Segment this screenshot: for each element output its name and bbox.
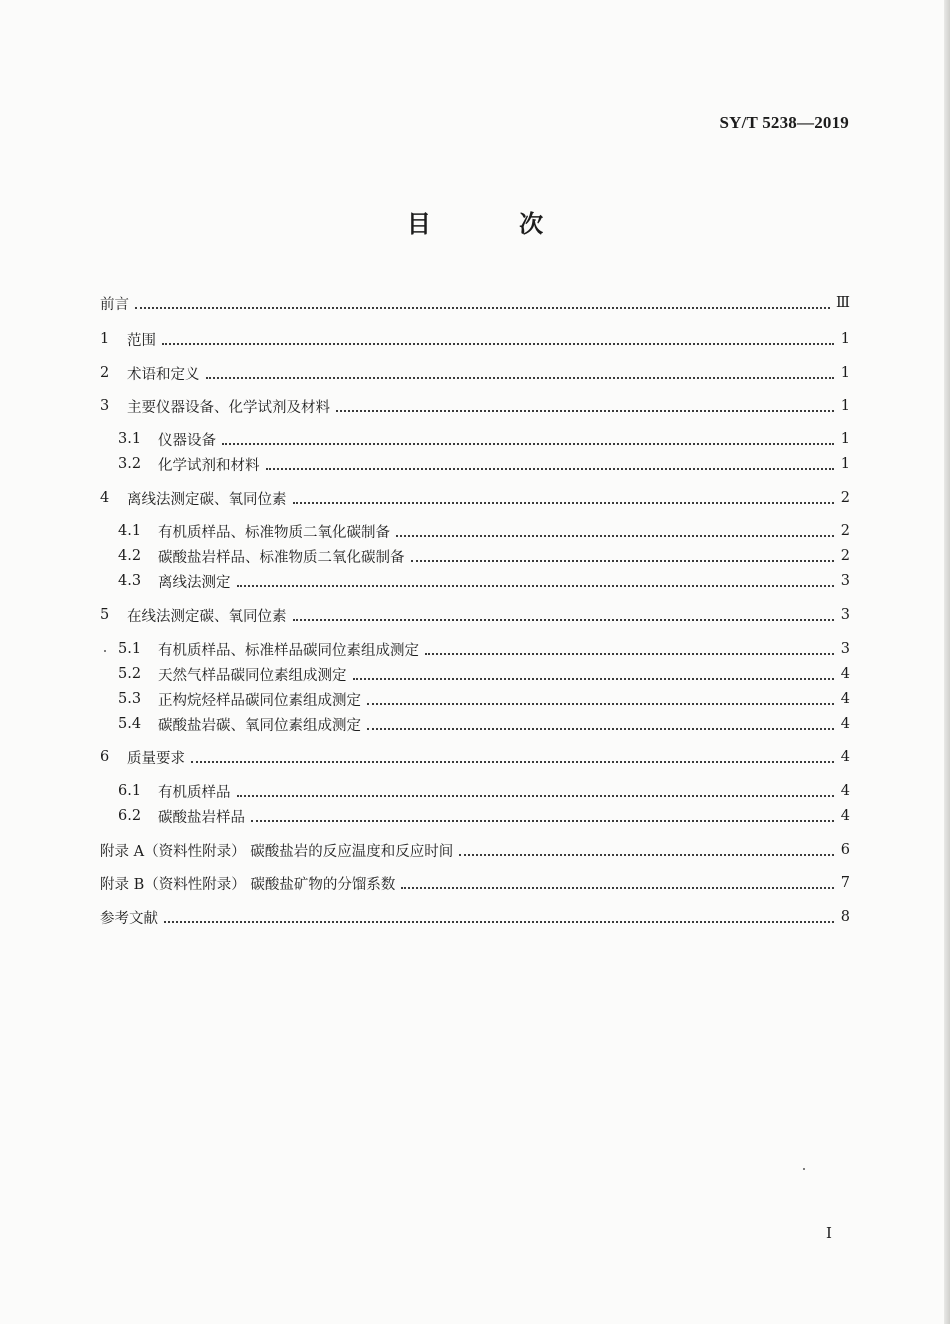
toc-number: 3 xyxy=(100,398,110,414)
toc-number: 5 xyxy=(100,607,110,623)
toc-entry-appendix-b[interactable] xyxy=(100,872,850,894)
toc-label: 正构烷烃样品碳同位素组成测定 xyxy=(158,692,361,709)
dot-leader xyxy=(401,887,834,889)
toc-page: 1 xyxy=(840,331,850,347)
toc-page: 7 xyxy=(840,875,850,891)
toc-label: 主要仪器设备、化学试剂及材料 xyxy=(127,399,330,416)
scan-speck xyxy=(104,650,106,652)
toc-number: 4 xyxy=(100,490,110,506)
toc-label: 仪器设备 xyxy=(158,432,216,449)
dot-leader xyxy=(164,921,834,923)
dot-leader xyxy=(191,761,834,763)
toc-number: 4.3 xyxy=(118,573,142,589)
toc-label: 化学试剂和材料 xyxy=(158,457,260,474)
toc-number: 3.2 xyxy=(118,456,142,472)
toc-entry-4-2[interactable] xyxy=(118,545,850,567)
dot-leader xyxy=(266,468,835,470)
dot-leader xyxy=(396,535,834,537)
toc-number: 3.1 xyxy=(118,431,142,447)
toc-entry-5-4[interactable] xyxy=(118,713,850,735)
dot-leader xyxy=(336,410,834,412)
toc-page: 4 xyxy=(840,691,850,707)
toc-label: 参考文献 xyxy=(100,910,158,927)
toc-page: 4 xyxy=(840,783,850,799)
standard-code: SY/T 5238—2019 xyxy=(719,113,849,132)
toc-entry-6-1[interactable] xyxy=(118,780,850,802)
toc-page: 1 xyxy=(840,398,850,414)
toc-label: 碳酸盐岩样品 xyxy=(158,809,245,826)
toc-page: 2 xyxy=(840,490,850,506)
toc-page: 3 xyxy=(840,641,850,657)
toc-label: 碳酸盐岩样品、标准物质二氧化碳制备 xyxy=(158,549,405,566)
toc-entry-4-1[interactable] xyxy=(118,520,850,542)
toc-number: 1 xyxy=(100,331,110,347)
toc-page: 2 xyxy=(840,548,850,564)
dot-leader xyxy=(251,820,834,822)
dot-leader xyxy=(293,502,835,504)
toc-entry-3-2[interactable] xyxy=(118,453,850,475)
toc-label: 离线法测定 xyxy=(158,574,231,591)
toc-label: 有机质样品、标准物质二氧化碳制备 xyxy=(158,524,390,541)
dot-leader xyxy=(353,678,835,680)
toc-number: 4.1 xyxy=(118,523,142,539)
toc-page: 4 xyxy=(840,808,850,824)
toc-label: 碳酸盐岩碳、氧同位素组成测定 xyxy=(158,717,361,734)
toc-number: 6.1 xyxy=(118,783,142,799)
toc-page: 1 xyxy=(840,456,850,472)
toc-number: 4.2 xyxy=(118,548,142,564)
toc-number: 5.1 xyxy=(118,641,142,657)
page-number: I xyxy=(826,1224,832,1242)
toc-label: 前言 xyxy=(100,296,129,313)
toc-entry-4-3[interactable] xyxy=(118,570,850,592)
toc-entry-3-1[interactable] xyxy=(118,428,850,450)
toc-label: 附录 A（资料性附录） 碳酸盐岩的反应温度和反应时间 xyxy=(100,843,454,860)
toc-page: 8 xyxy=(840,909,850,925)
toc-page: 6 xyxy=(840,842,850,858)
toc-number: 6.2 xyxy=(118,808,142,824)
dot-leader xyxy=(459,854,834,856)
toc-label: 范围 xyxy=(127,332,156,349)
dot-leader xyxy=(425,653,834,655)
toc-label: 术语和定义 xyxy=(127,366,200,383)
toc-entry-5-1[interactable] xyxy=(118,638,850,660)
page-edge-shadow xyxy=(944,0,950,1324)
toc-entry-4[interactable] xyxy=(100,487,850,509)
dot-leader xyxy=(367,728,834,730)
toc-entry-foreword[interactable] xyxy=(100,292,850,314)
toc-entry-references[interactable] xyxy=(100,906,850,928)
toc-page: 3 xyxy=(840,573,850,589)
toc-number: 6 xyxy=(100,749,110,765)
toc-number: 5.2 xyxy=(118,666,142,682)
toc-label: 有机质样品 xyxy=(158,784,231,801)
dot-leader xyxy=(411,560,835,562)
toc-label: 质量要求 xyxy=(127,750,185,767)
toc-entry-appendix-a[interactable] xyxy=(100,839,850,861)
toc-page: 3 xyxy=(840,607,850,623)
scan-speck xyxy=(803,1168,805,1170)
toc-label: 附录 B（资料性附录） 碳酸盐矿物的分馏系数 xyxy=(100,876,396,893)
toc-label: 天然气样品碳同位素组成测定 xyxy=(158,667,347,684)
dot-leader xyxy=(293,619,835,621)
toc-page: 1 xyxy=(840,431,850,447)
dot-leader xyxy=(162,343,834,345)
page-title: 目 次 xyxy=(406,210,584,238)
toc-label: 离线法测定碳、氧同位素 xyxy=(127,491,287,508)
toc-label: 在线法测定碳、氧同位素 xyxy=(127,608,287,625)
toc-entry-2[interactable] xyxy=(100,362,850,384)
toc-page: 4 xyxy=(840,716,850,732)
toc-page: 1 xyxy=(840,365,850,381)
toc-entry-1[interactable] xyxy=(100,328,850,350)
toc-number: 5.4 xyxy=(118,716,142,732)
toc-number: 5.3 xyxy=(118,691,142,707)
dot-leader xyxy=(222,443,834,445)
toc-page: 2 xyxy=(840,523,850,539)
toc-entry-5[interactable] xyxy=(100,604,850,626)
dot-leader xyxy=(237,795,835,797)
toc-number: 2 xyxy=(100,365,110,381)
toc-page: 4 xyxy=(840,749,850,765)
dot-leader xyxy=(135,307,830,309)
toc-entry-6[interactable] xyxy=(100,746,850,768)
toc-page: Ⅲ xyxy=(836,295,850,311)
dot-leader xyxy=(367,703,834,705)
toc-entry-3[interactable] xyxy=(100,395,850,417)
toc-entry-6-2[interactable] xyxy=(118,805,850,827)
dot-leader xyxy=(206,377,835,379)
toc-entry-5-2[interactable] xyxy=(118,663,850,685)
toc-page: 4 xyxy=(840,666,850,682)
toc-label: 有机质样品、标准样品碳同位素组成测定 xyxy=(158,642,419,659)
dot-leader xyxy=(237,585,835,587)
toc-entry-5-3[interactable] xyxy=(118,688,850,710)
